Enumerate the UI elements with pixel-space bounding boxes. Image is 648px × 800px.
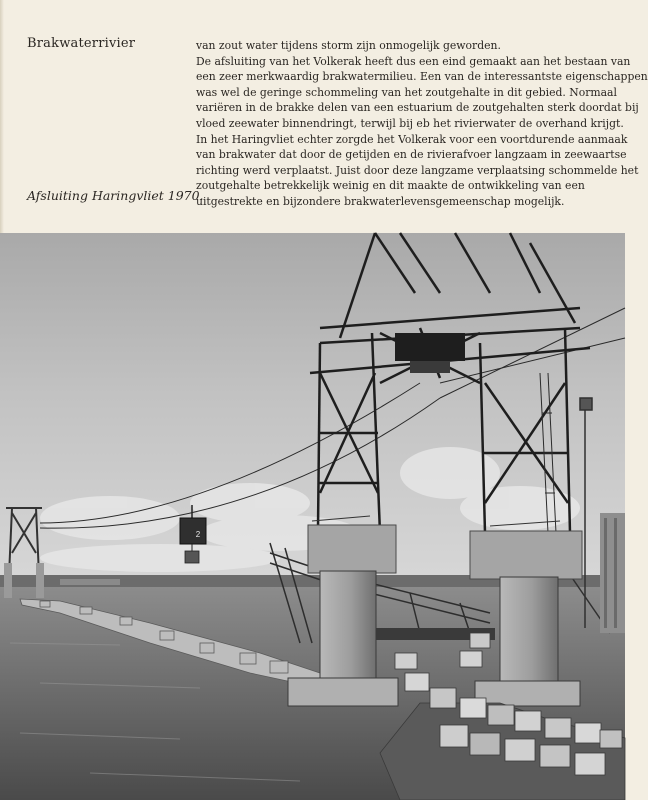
body-line: was wel de geringe schommeling van het zoutgehalte in dit gebied. Normaal bbox=[196, 85, 617, 99]
pier-base-right bbox=[475, 681, 580, 706]
body-line: een zeer merkwaardig brakwatermilieu. Een van de interessantste eigenschappen bbox=[196, 70, 648, 84]
pier-base-left bbox=[288, 678, 398, 706]
body-line: uitgestrekte en bijzondere brakwaterlevensgemeenschap mogelijk. bbox=[196, 194, 565, 208]
body-line: zoutgehalte betrekkelijk weinig en dit maakte de ontwikkeling van een bbox=[196, 179, 585, 193]
body-line: variëren in de brakke delen van een estuarium de zoutgehalten sterk doordat bij bbox=[196, 101, 639, 115]
body-line: van brakwater dat door de getijden en de rivierafvoer langzaam in zeewaartse bbox=[196, 148, 627, 162]
photo-caption: Afsluiting Haringvliet 1970. bbox=[27, 188, 204, 203]
pier-cap-left bbox=[308, 525, 396, 573]
body-line: De afsluiting van het Volkerak heeft dus een eind gemaakt aan het bestaan van bbox=[196, 54, 631, 68]
pier-right bbox=[500, 577, 558, 689]
pier-left bbox=[320, 571, 376, 683]
body-line: richting werd verplaatst. Juist door deze langzame verplaatsing schommelde het bbox=[196, 163, 639, 177]
body-line: vloed zeewater binnendringt, terwijl bij eb het rivierwater de overhand krijgt. bbox=[196, 116, 624, 130]
distant-buildings bbox=[60, 579, 120, 585]
silos bbox=[600, 513, 625, 633]
section-title: Brakwaterrivier bbox=[27, 36, 136, 51]
gondola-number: 2 bbox=[195, 530, 201, 539]
body-line: van zout water tijdens storm zijn onmogelijk geworden. bbox=[196, 39, 501, 52]
body-line: In het Haringvliet echter zorgde het Volkerak voor een voortdurende aanmaak bbox=[196, 132, 628, 146]
body-text bbox=[196, 38, 648, 210]
photo-haringvliet-closure bbox=[0, 233, 625, 800]
pier-cap-right bbox=[470, 531, 582, 579]
